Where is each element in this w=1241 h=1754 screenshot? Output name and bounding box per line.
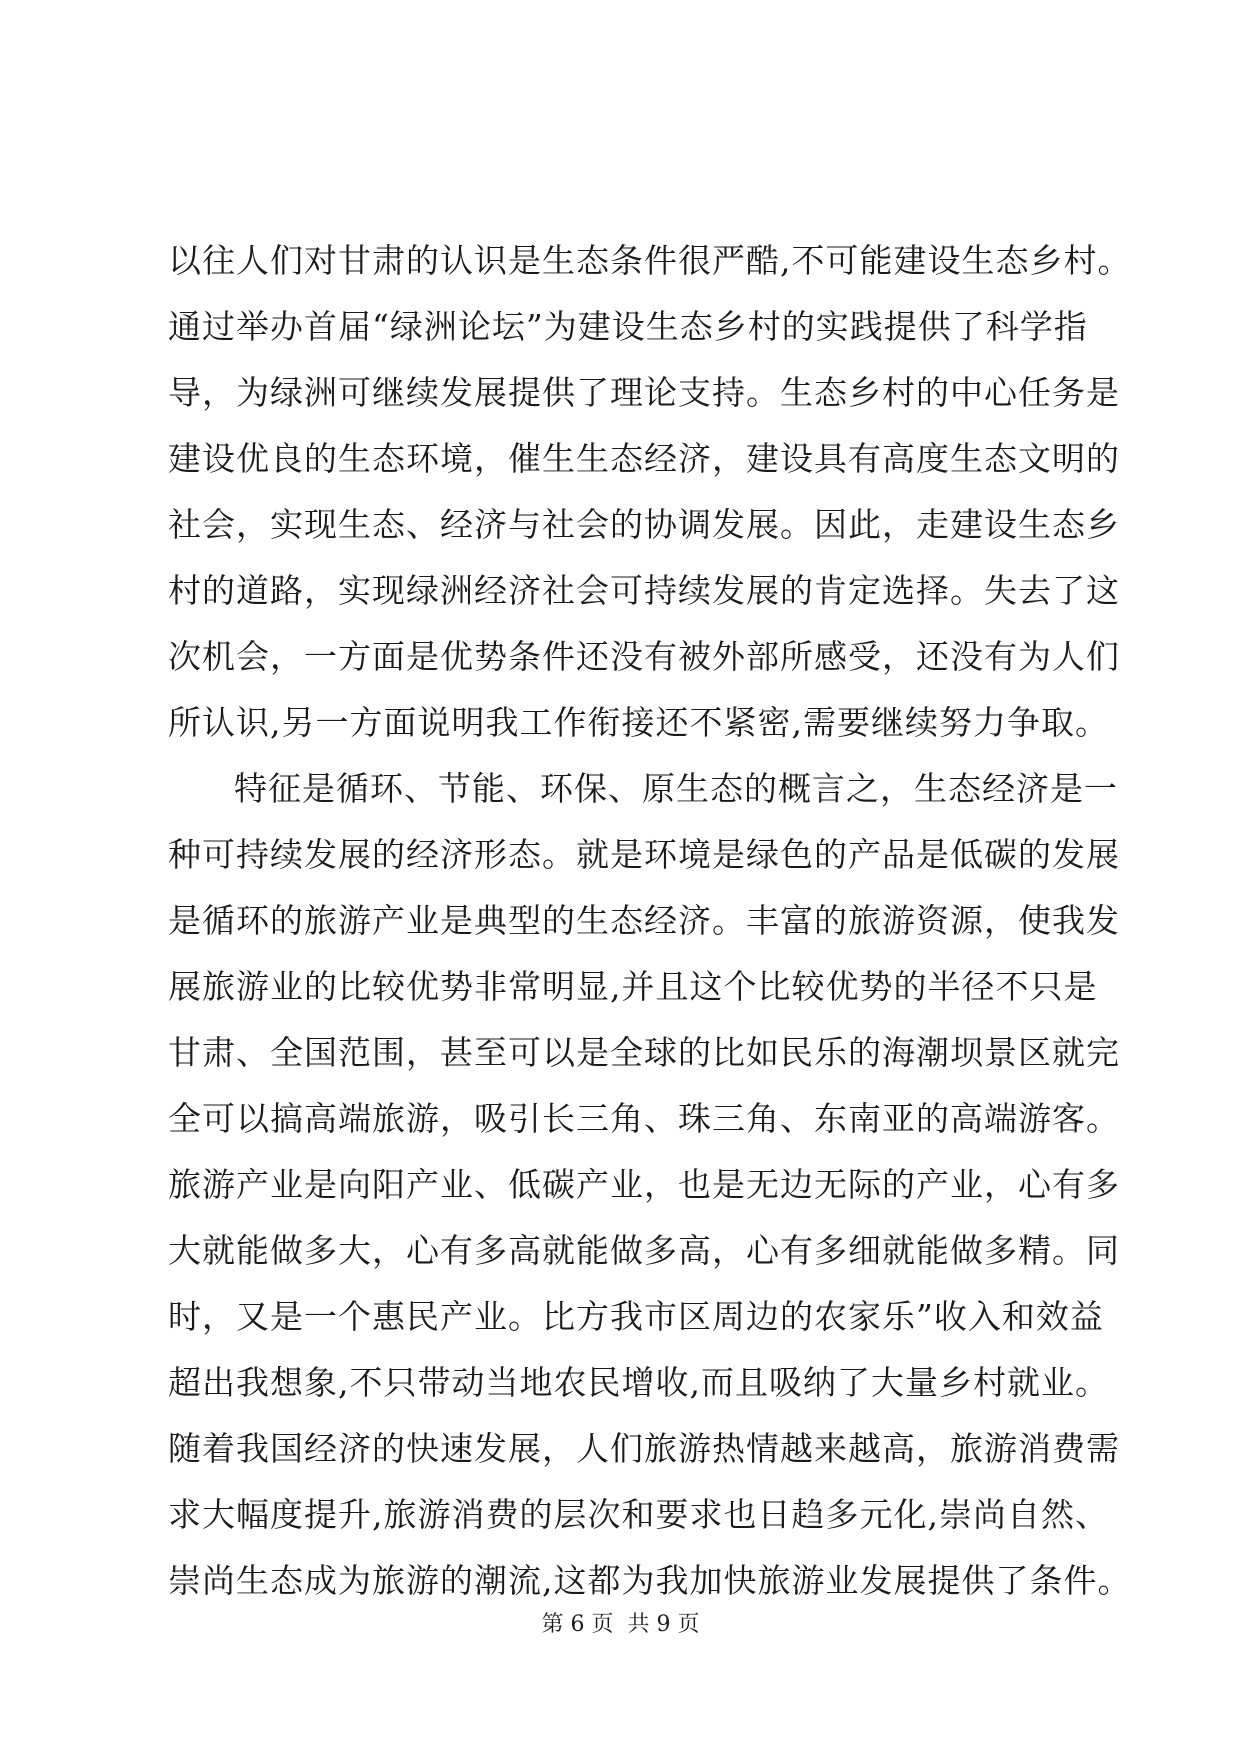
body-text <box>168 228 1132 1614</box>
text-line: 村的道路，实现绿洲经济社会可持续发展的肯定选择。失去了这 <box>168 571 1120 610</box>
text-line: 全可以搞高端旅游，吸引长三角、珠三角、东南亚的高端游客。 <box>168 1099 1120 1138</box>
text-line: 以往人们对甘肃的认识是生态条件很严酷,不可能建设生态乡村。 <box>168 241 1132 280</box>
text-line: 是循环的旅游产业是典型的生态经济。丰富的旅游资源，使我发 <box>168 901 1120 940</box>
text-line: 种可持续发展的经济形态。就是环境是绿色的产品是低碳的发展 <box>168 835 1120 874</box>
text-line: 崇尚生态成为旅游的潮流,这都为我加快旅游业发展提供了条件。 <box>168 1561 1132 1600</box>
text-line: 建设优良的生态环境，催生生态经济，建设具有高度生态文明的 <box>168 439 1120 478</box>
text-line: 超出我想象,不只带动当地农民增收,而且吸纳了大量乡村就业。 <box>168 1363 1109 1402</box>
text-line: 大就能做多大，心有多高就能做多高，心有多细就能做多精。同 <box>168 1231 1120 1270</box>
text-line: 甘肃、全国范围，甚至可以是全球的比如民乐的海潮坝景区就完 <box>168 1033 1120 1072</box>
text-line: 通过举办首届“绿洲论坛”为建设生态乡村的实践提供了科学指 <box>168 307 1088 346</box>
paragraph-first-line: 特征是循环、节能、环保、原生态的概言之，生态经济是一 <box>234 769 1118 808</box>
text-line: 展旅游业的比较优势非常明显,并且这个比较优势的半径不只是 <box>168 967 1098 1006</box>
text-line: 次机会，一方面是优势条件还没有被外部所感受，还没有为人们 <box>168 637 1120 676</box>
text-line: 社会，实现生态、经济与社会的协调发展。因此，走建设生态乡 <box>168 505 1120 544</box>
text-line: 所认识,另一方面说明我工作衔接还不紧密,需要继续努力争取。 <box>168 703 1109 742</box>
text-line: 导，为绿洲可继续发展提供了理论支持。生态乡村的中心任务是 <box>168 373 1120 412</box>
text-line: 随着我国经济的快速发展，人们旅游热情越来越高，旅游消费需 <box>168 1429 1120 1468</box>
text-line: 旅游产业是向阳产业、低碳产业，也是无边无际的产业，心有多 <box>168 1165 1120 1204</box>
text-line: 求大幅度提升,旅游消费的层次和要求也日趋多元化,崇尚自然、 <box>168 1495 1109 1534</box>
page-number-footer: 第 6 页 共 9 页 <box>541 1612 700 1637</box>
text-line: 时，又是一个惠民产业。比方我市区周边的农家乐”收入和效益 <box>168 1297 1104 1336</box>
